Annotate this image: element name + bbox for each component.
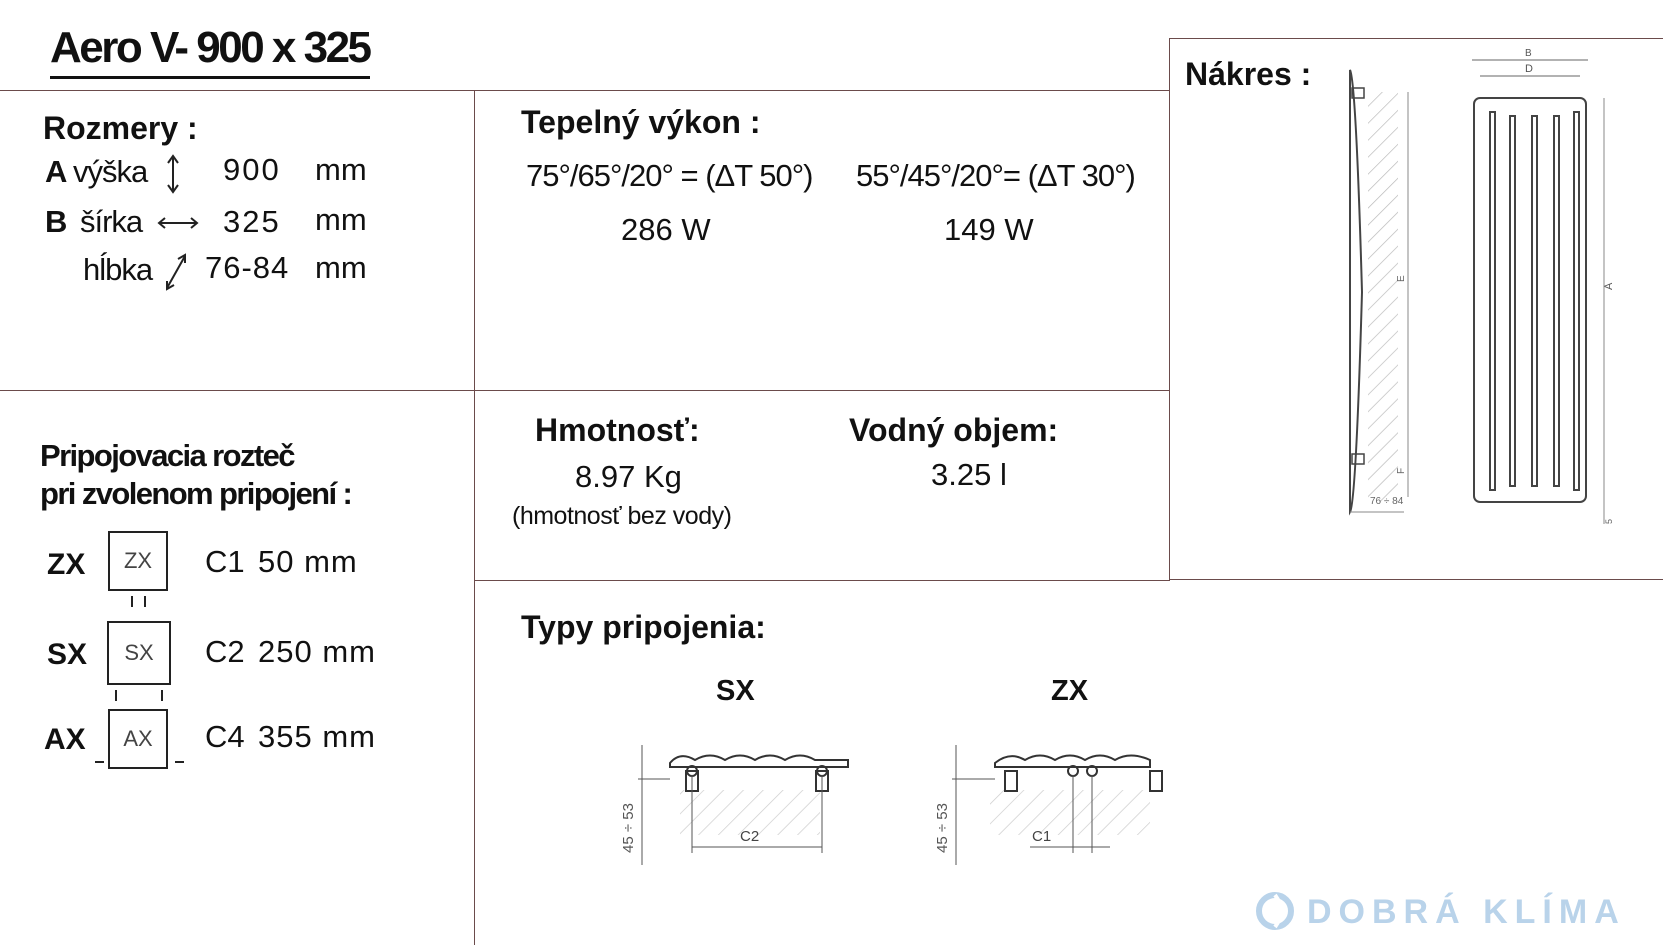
drawing-frame-top <box>1169 38 1663 39</box>
connection-c-label: C2 <box>205 634 245 669</box>
dimension-value: 900 <box>223 152 281 187</box>
dimension-letter: B <box>45 204 68 239</box>
divider-vertical-left <box>474 90 475 945</box>
connection-type-label-sx: SX <box>716 675 755 707</box>
connection-box-ax: AX <box>108 709 168 769</box>
connection-code: SX <box>47 638 88 671</box>
connection-value: 50 mm <box>258 544 358 579</box>
dimension-label: výška <box>73 154 148 189</box>
connection-spacing-heading-line-2: pri zvolenom pripojení : <box>40 476 352 511</box>
drawing-frame-bottom <box>1169 579 1663 580</box>
dimension-row-width <box>45 200 445 244</box>
dimension-value: 76-84 <box>205 250 290 285</box>
divider-middle <box>0 390 1170 391</box>
dimension-label: C2 <box>740 828 760 845</box>
divider-lower <box>474 580 1170 581</box>
drawing-heading: Nákres : <box>1185 56 1312 92</box>
connection-c-label: C1 <box>205 544 245 579</box>
weight-heading: Hmotnosť: <box>535 412 700 448</box>
dimension-unit: mm <box>315 202 367 237</box>
connection-diagram-sx <box>600 735 860 875</box>
connection-box-sx: SX <box>107 621 171 685</box>
connection-value: 250 mm <box>258 634 376 669</box>
drawing-label-b: B <box>1525 48 1532 59</box>
wall-hatch <box>1368 92 1398 502</box>
weight-value: 8.97 Kg <box>575 459 682 494</box>
watermark-logo-icon <box>1253 889 1297 933</box>
weight-note: (hmotnosť bez vody) <box>512 502 732 530</box>
divider-vertical-right <box>1169 38 1170 580</box>
pipe-stub <box>144 596 146 607</box>
connection-type-label-zx: ZX <box>1051 675 1089 707</box>
page-title: Aero V- 900 x 325 <box>50 22 370 79</box>
watermark-text: DOBRÁ KLÍMA <box>1307 893 1626 931</box>
pipe-stub <box>95 761 104 763</box>
divider-top <box>0 90 1170 91</box>
height-label: 45 ÷ 53 <box>620 803 637 853</box>
pipe-stub <box>115 690 117 701</box>
dimension-letter: A <box>45 154 68 189</box>
dimension-row-depth <box>45 248 445 292</box>
radiator-side-profile <box>1350 70 1362 512</box>
connection-item-zx <box>0 525 470 615</box>
drawing-label-a: A <box>1603 282 1615 290</box>
dimension-value: 325 <box>223 204 281 239</box>
pipe-stub <box>131 596 133 607</box>
connection-code: ZX <box>47 548 86 581</box>
dimension-row-height <box>45 150 445 194</box>
vertical-arrow-icon <box>165 154 181 194</box>
drawing-label-e: E <box>1396 275 1407 282</box>
pipe-stub <box>161 690 163 701</box>
radiator-drawing <box>1330 42 1630 532</box>
thermal-condition-label-2: 55°/45°/20°= (ΔT 30°) <box>856 158 1135 193</box>
thermal-condition-label-1: 75°/65°/20° = (ΔT 50°) <box>526 158 813 193</box>
height-label: 45 ÷ 53 <box>934 803 951 853</box>
drawing-label-d: D <box>1525 63 1533 75</box>
water-value: 3.25 l <box>931 457 1007 492</box>
drawing-label-depth: 76 ÷ 84 <box>1370 496 1404 507</box>
connection-item-ax <box>0 705 470 795</box>
connection-code: AX <box>44 723 86 756</box>
connection-value: 355 mm <box>258 719 376 754</box>
diagonal-arrow-icon <box>163 252 189 292</box>
connection-c-label: C4 <box>205 719 245 754</box>
pipe-stub <box>175 761 184 763</box>
dimension-label: hĺbka <box>83 252 153 287</box>
connection-diagram-zx <box>920 735 1180 875</box>
connection-types-heading: Typy pripojenia: <box>521 609 766 645</box>
thermal-output-1: 286 W <box>621 212 711 247</box>
water-heading: Vodný objem: <box>849 412 1059 448</box>
dimension-label: šírka <box>80 204 143 239</box>
dimension-unit: mm <box>315 250 367 285</box>
drawing-label-f: F <box>1396 467 1407 474</box>
dimension-label: C1 <box>1032 828 1052 845</box>
thermal-output-2: 149 W <box>944 212 1034 247</box>
thermal-heading: Tepelný výkon : <box>521 104 761 140</box>
dimensions-heading: Rozmery : <box>43 110 198 146</box>
connection-spacing-heading <box>40 437 351 513</box>
dimension-unit: mm <box>315 152 367 187</box>
drawing-label-5: 5 <box>1604 518 1614 524</box>
horizontal-arrow-icon <box>157 215 199 231</box>
connection-spacing-heading-line-1: Pripojovacia rozteč <box>40 438 294 473</box>
connection-box-zx: ZX <box>108 531 168 591</box>
connection-item-sx <box>0 615 470 705</box>
